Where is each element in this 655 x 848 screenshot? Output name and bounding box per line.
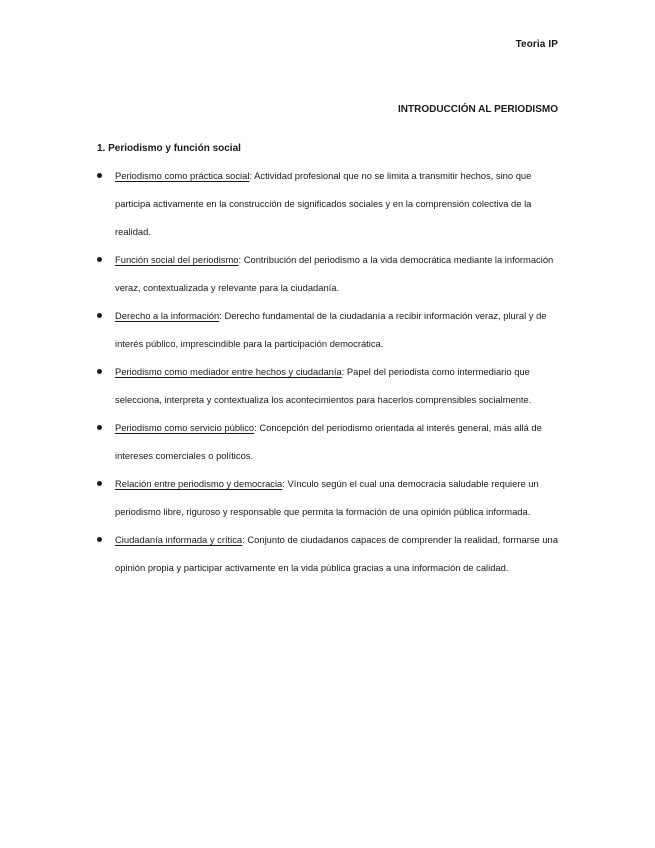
list-item [97,414,559,470]
term: Ciudadanía informada y crítica [115,534,243,545]
course-header: Teoria IP [515,39,558,50]
list-item [97,358,559,414]
term: Derecho a la información [115,310,220,321]
definition: : Papel del periodista como intermediario que selecciona, interpreta y contextualiza los acontecimientos para hacerlos comprensibles socialmente. [115,366,532,405]
term: Función social del periodismo [115,254,239,265]
list-item [97,162,559,246]
list-item [97,246,559,302]
definition: : Derecho fundamental de la ciudadanía a recibir información veraz, plural y de interés público, imprescindible para la participación democrática. [115,310,547,349]
section-heading: 1. Periodismo y función social [97,143,241,154]
definition: : Concepción del periodismo orientada al interés general, más allá de intereses comerciales o políticos. [115,422,542,461]
definition-list [97,162,559,582]
list-item [97,526,559,582]
term: Periodismo como mediador entre hechos y ciudadanía [115,366,342,377]
bullet-icon [97,369,102,374]
document-title: INTRODUCCIÓN AL PERIODISMO [397,104,558,115]
term: Periodismo como servicio público [115,422,255,433]
bullet-icon [97,173,102,178]
list-item [97,470,559,526]
bullet-icon [97,313,102,318]
definition: : Contribución del periodismo a la vida democrática mediante la información veraz, contextualizada y relevante para la ciudadanía. [115,254,554,293]
definition: : Actividad profesional que no se limita a transmitir hechos, sino que participa activamente en la construcción de significados sociales y en la comprensión colectiva de la realidad. [115,170,532,237]
bullet-icon [97,257,102,262]
term: Periodismo como práctica social [115,170,250,181]
term: Relación entre periodismo y democracia [115,478,283,489]
definition: : Conjunto de ciudadanos capaces de comprender la realidad, formarse una opinión propia y participar activamente en la vida pública gracias a una información de calidad. [115,534,558,573]
bullet-icon [97,481,102,486]
bullet-icon [97,537,102,542]
list-item [97,302,559,358]
definition: : Vínculo según el cual una democracia saludable requiere un periodismo libre, riguroso y responsable que permita la formación de una opinión pública informada. [115,478,539,517]
bullet-icon [97,425,102,430]
